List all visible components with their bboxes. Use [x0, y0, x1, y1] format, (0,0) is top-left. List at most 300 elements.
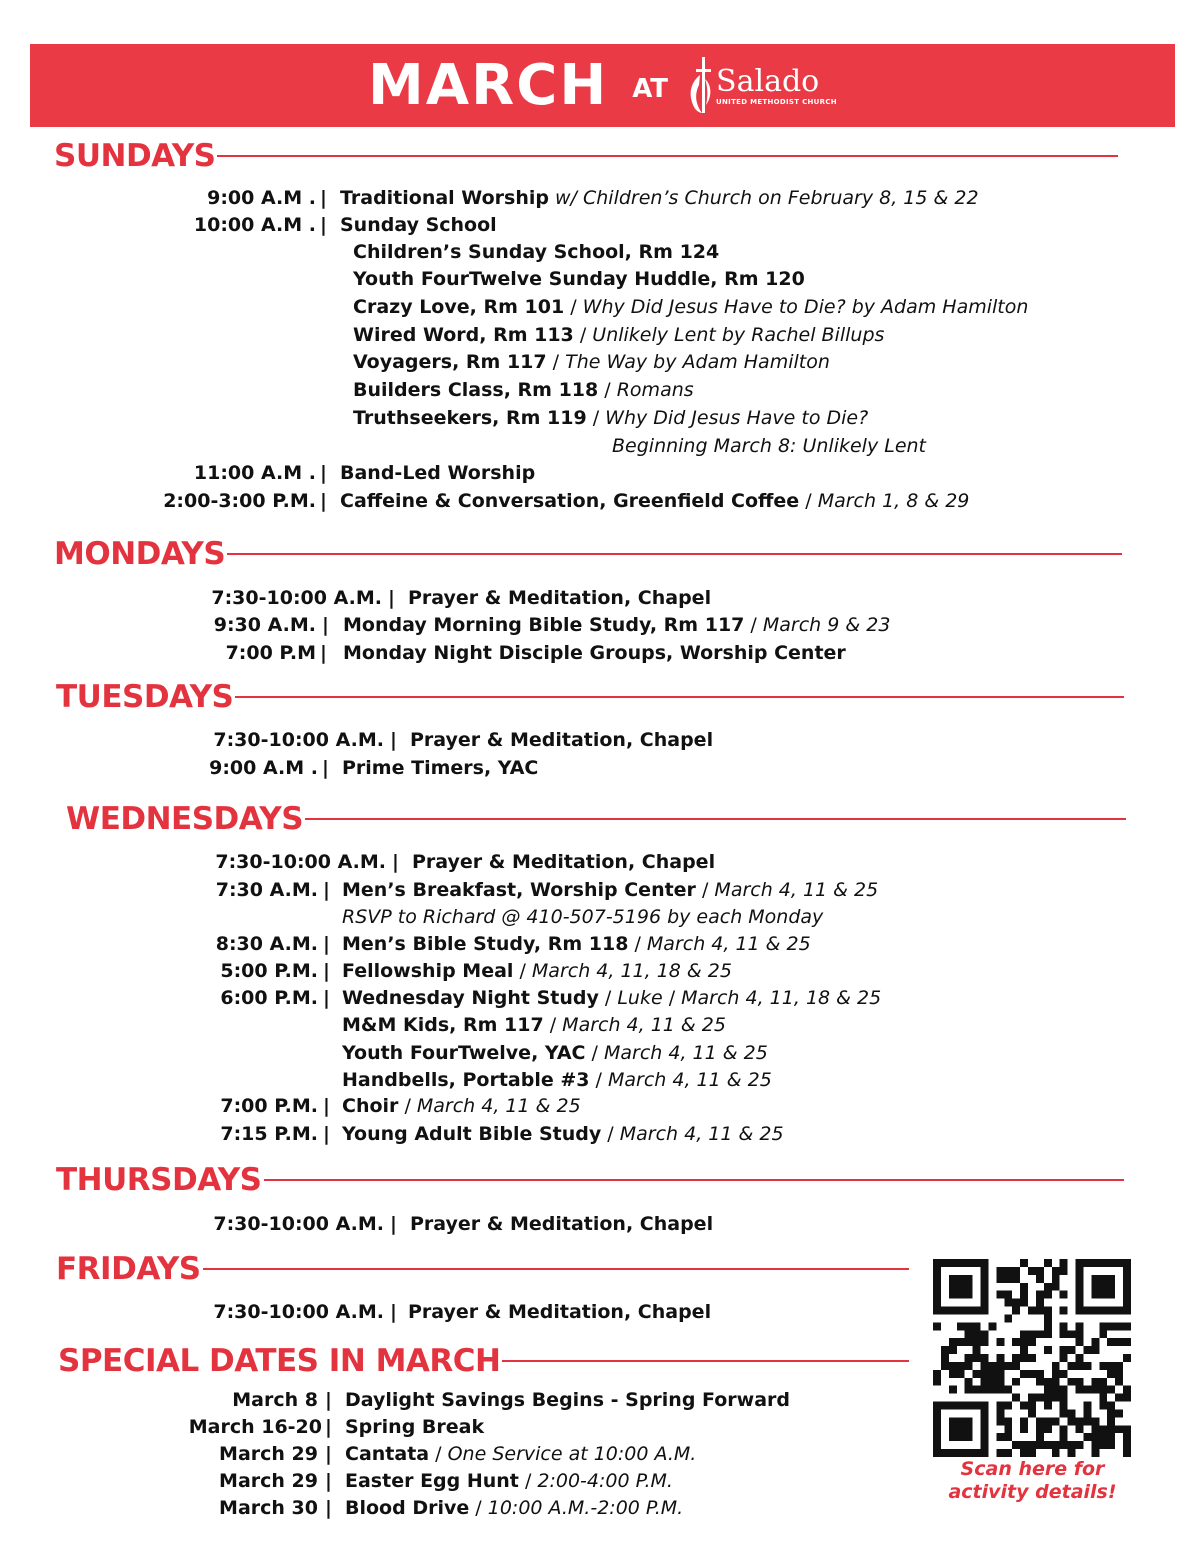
qr-module	[1020, 1425, 1028, 1433]
event: Truthseekers, Rm 119 / Why Did Jesus Have to Die?	[353, 407, 869, 429]
qr-module	[996, 1362, 1004, 1370]
qr-module	[1091, 1346, 1099, 1354]
section-wednesdays	[66, 799, 1126, 839]
separator: |	[325, 1389, 332, 1411]
qr-module	[1107, 1417, 1115, 1425]
qr-module	[1083, 1346, 1091, 1354]
event-name: Prayer & Meditation, Chapel	[410, 1213, 714, 1235]
event-detail: March 4, 11 & 25	[562, 1014, 726, 1036]
qr-module	[965, 1322, 973, 1330]
schedule-row	[0, 212, 1200, 239]
qr-module	[1044, 1314, 1052, 1322]
event-detail: March 4, 11, 18 & 25	[681, 987, 882, 1009]
qr-module	[981, 1354, 989, 1362]
qr-module	[1115, 1362, 1123, 1370]
qr-module	[1044, 1394, 1052, 1402]
qr-module	[1036, 1307, 1044, 1315]
qr-module	[1091, 1449, 1099, 1457]
qr-module	[1083, 1409, 1091, 1417]
separator: |	[323, 879, 330, 901]
event-name: Cantata	[345, 1443, 430, 1465]
qr-module	[1123, 1322, 1131, 1330]
qr-module	[1091, 1425, 1099, 1433]
qr-module	[1044, 1378, 1052, 1386]
event-time: 8:30 A.M.	[215, 933, 318, 955]
event-time: 9:30 A.M.	[213, 614, 316, 636]
qr-module	[965, 1338, 973, 1346]
qr-module	[1091, 1441, 1099, 1449]
qr-module	[981, 1370, 989, 1378]
qr-module	[996, 1386, 1004, 1394]
qr-module	[1083, 1402, 1091, 1410]
qr-module	[1012, 1441, 1020, 1449]
event-detail: March 4, 11 & 25	[416, 1095, 581, 1117]
schedule-row	[0, 585, 1200, 612]
qr-module	[1068, 1441, 1076, 1449]
event: Fellowship Meal / March 4, 11, 18 & 25	[342, 960, 732, 982]
qr-module	[1099, 1362, 1107, 1370]
event-time: 2:00-3:00 P.M.	[163, 490, 316, 512]
qr-module	[941, 1346, 949, 1354]
event-time: 9:00 A.M .	[209, 757, 318, 779]
qr-module	[1107, 1433, 1115, 1441]
qr-module	[957, 1338, 965, 1346]
qr-module	[1060, 1354, 1068, 1362]
qr-module	[1083, 1417, 1091, 1425]
qr-module	[957, 1362, 965, 1370]
event	[340, 460, 535, 487]
qr-module	[1044, 1425, 1052, 1433]
event	[353, 266, 805, 293]
qr-module	[1020, 1330, 1028, 1338]
qr-module	[1115, 1338, 1123, 1346]
qr-module	[1115, 1370, 1123, 1378]
qr-caption-line: activity details!	[948, 1481, 1117, 1503]
qr-module	[1123, 1338, 1131, 1346]
separator: |	[320, 490, 327, 512]
schedule-subrow	[0, 239, 1200, 266]
qr-code[interactable]	[933, 1259, 1131, 1457]
schedule-subrow	[0, 1040, 1200, 1067]
section-rule	[235, 696, 1124, 698]
schedule-note	[0, 904, 1200, 931]
qr-module	[973, 1354, 981, 1362]
qr-module	[988, 1322, 996, 1330]
event-detail: Romans	[616, 379, 694, 401]
event: Wired Word, Rm 113 / Unlikely Lent by Rachel Billups	[353, 324, 885, 346]
qr-module	[1020, 1291, 1028, 1299]
event	[342, 755, 538, 782]
qr-module	[1044, 1307, 1052, 1315]
event-detail: 10:00 A.M.-2:00 P.M.	[487, 1497, 684, 1519]
qr-module	[1060, 1441, 1068, 1449]
qr-module	[1107, 1441, 1115, 1449]
qr-module	[1012, 1354, 1020, 1362]
qr-module	[1004, 1299, 1012, 1307]
qr-caption	[925, 1458, 1140, 1504]
event: Men’s Breakfast, Worship Center / March 4, 11 & 25	[342, 879, 879, 901]
qr-module	[1004, 1275, 1012, 1283]
qr-module	[1020, 1441, 1028, 1449]
qr-module	[1123, 1449, 1131, 1457]
qr-module	[1036, 1370, 1044, 1378]
separator: |	[390, 729, 397, 751]
event-name: Children’s Sunday School, Rm 124	[353, 241, 720, 263]
event	[345, 1387, 790, 1414]
schedule-subrow	[0, 1012, 1200, 1039]
qr-module	[1028, 1449, 1036, 1457]
event-time: 7:30 A.M.	[215, 879, 318, 901]
event-name: Choir	[342, 1095, 399, 1117]
qr-module	[1004, 1291, 1012, 1299]
event-name: Caffeine & Conversation, Greenfield Coffee	[340, 490, 800, 512]
qr-module	[1076, 1354, 1084, 1362]
qr-module	[1060, 1259, 1068, 1267]
event-time: 7:00 P.M.	[220, 1095, 318, 1117]
section-title: SPECIAL DATES IN MARCH	[58, 1343, 501, 1379]
section-sundays	[54, 136, 1118, 176]
event: Cantata / One Service at 10:00 A.M.	[345, 1443, 697, 1465]
section-rule	[305, 818, 1126, 820]
event: Easter Egg Hunt / 2:00-4:00 P.M.	[345, 1470, 673, 1492]
section-title: THURSDAYS	[56, 1162, 262, 1198]
qr-module	[1052, 1394, 1060, 1402]
qr-module	[965, 1362, 973, 1370]
event-time: 5:00 P.M.	[220, 960, 318, 982]
schedule-subrow	[0, 377, 1200, 404]
qr-module	[1052, 1275, 1060, 1283]
qr-module	[1060, 1322, 1068, 1330]
qr-module	[1044, 1346, 1052, 1354]
qr-module	[949, 1338, 957, 1346]
qr-module	[933, 1378, 941, 1386]
qr-module	[1076, 1362, 1084, 1370]
qr-module	[996, 1354, 1004, 1362]
event-time: 7:30-10:00 A.M.	[211, 587, 382, 609]
qr-module	[1004, 1402, 1012, 1410]
event-detail: March 4, 11 & 25	[714, 879, 879, 901]
event-name: M&M Kids, Rm 117	[342, 1014, 544, 1036]
separator: |	[323, 1123, 330, 1145]
qr-module	[1036, 1275, 1044, 1283]
qr-module	[1115, 1425, 1123, 1433]
qr-module	[1083, 1386, 1091, 1394]
event-date: March 16-20	[188, 1416, 322, 1438]
event-name: Spring Break	[345, 1416, 485, 1438]
qr-module	[1099, 1378, 1107, 1386]
qr-module	[1091, 1417, 1099, 1425]
qr-module	[1020, 1354, 1028, 1362]
event-date: March 8	[232, 1389, 318, 1411]
schedule-row	[0, 640, 1200, 667]
schedule-row	[0, 1211, 1200, 1238]
qr-module	[1099, 1322, 1107, 1330]
schedule-row	[0, 488, 1200, 515]
qr-module	[1115, 1378, 1123, 1386]
qr-module	[1012, 1394, 1020, 1402]
qr-module	[1044, 1441, 1052, 1449]
qr-module	[1044, 1322, 1052, 1330]
qr-module	[1052, 1441, 1060, 1449]
event-detail: w/ Children’s Church on February 8, 15 & 22	[555, 187, 979, 209]
qr-module	[1091, 1378, 1099, 1386]
qr-module	[1004, 1425, 1012, 1433]
event-time: 7:30-10:00 A.M.	[215, 851, 386, 873]
qr-module	[965, 1330, 973, 1338]
separator: |	[323, 1095, 330, 1117]
event-name: Young Adult Bible Study	[342, 1123, 602, 1145]
qr-module	[1068, 1449, 1076, 1457]
qr-module	[1028, 1402, 1036, 1410]
qr-module	[1004, 1449, 1012, 1457]
event-date: March 29	[219, 1470, 318, 1492]
qr-module	[1020, 1417, 1028, 1425]
schedule-subrow	[0, 294, 1200, 321]
event-detail: Why Did Jesus Have to Die?	[605, 407, 869, 429]
qr-module	[1020, 1338, 1028, 1346]
qr-module	[996, 1449, 1004, 1457]
qr-module	[1068, 1362, 1076, 1370]
qr-module	[1028, 1441, 1036, 1449]
qr-module	[1076, 1441, 1084, 1449]
qr-module	[1060, 1267, 1068, 1275]
qr-module	[1099, 1330, 1107, 1338]
schedule-note	[0, 433, 1200, 460]
qr-module	[1004, 1386, 1012, 1394]
schedule-row	[0, 849, 1200, 876]
event: M&M Kids, Rm 117 / March 4, 11 & 25	[342, 1014, 726, 1036]
qr-module	[981, 1330, 989, 1338]
qr-module	[1076, 1330, 1084, 1338]
event: Choir / March 4, 11 & 25	[342, 1095, 581, 1117]
event-name: Wednesday Night Study	[342, 987, 599, 1009]
separator: |	[320, 462, 327, 484]
qr-module	[1068, 1346, 1076, 1354]
separator: |	[392, 851, 399, 873]
event	[345, 1414, 484, 1441]
qr-module	[1028, 1370, 1036, 1378]
qr-module	[1107, 1425, 1115, 1433]
church-logo	[686, 55, 837, 117]
qr-module	[1107, 1338, 1115, 1346]
qr-module	[1099, 1433, 1107, 1441]
qr-module	[1123, 1441, 1131, 1449]
church-subtitle: UNITED METHODIST CHURCH	[716, 97, 837, 106]
qr-module	[1036, 1291, 1044, 1299]
schedule-row	[0, 1121, 1200, 1148]
event	[343, 640, 846, 667]
qr-module	[1052, 1378, 1060, 1386]
qr-module	[949, 1362, 957, 1370]
qr-module	[933, 1370, 941, 1378]
schedule-subrow	[0, 349, 1200, 376]
section-title: TUESDAYS	[56, 679, 234, 715]
qr-module	[1107, 1402, 1115, 1410]
event	[353, 239, 719, 266]
qr-module	[1004, 1417, 1012, 1425]
event-name: Blood Drive	[345, 1497, 470, 1519]
event-detail: Beginning March 8: Unlikely Lent	[612, 435, 927, 457]
qr-module	[1123, 1386, 1131, 1394]
qr-module	[1083, 1433, 1091, 1441]
qr-module	[1083, 1362, 1091, 1370]
qr-module	[996, 1417, 1004, 1425]
schedule-row	[0, 931, 1200, 958]
qr-module	[996, 1402, 1004, 1410]
qr-module	[1012, 1299, 1020, 1307]
event-name: Prayer & Meditation, Chapel	[410, 729, 714, 751]
event-name: Easter Egg Hunt	[345, 1470, 519, 1492]
qr-module	[1052, 1449, 1060, 1457]
qr-module	[1012, 1378, 1020, 1386]
qr-module	[988, 1370, 996, 1378]
event-detail: Unlikely Lent by Rachel Billups	[592, 324, 885, 346]
separator: |	[325, 1416, 332, 1438]
event	[340, 212, 497, 239]
qr-module	[1020, 1370, 1028, 1378]
month-title: MARCH	[368, 53, 609, 118]
separator: |	[323, 933, 330, 955]
qr-module	[1052, 1283, 1060, 1291]
qr-module	[1052, 1370, 1060, 1378]
qr-module	[1060, 1425, 1068, 1433]
qr-module	[1020, 1346, 1028, 1354]
qr-module	[1036, 1330, 1044, 1338]
qr-module	[1028, 1267, 1036, 1275]
event-name: Prayer & Meditation, Chapel	[408, 1301, 712, 1323]
qr-module	[1052, 1386, 1060, 1394]
event-detail: Luke	[617, 987, 663, 1009]
separator: |	[320, 642, 327, 664]
qr-module	[1052, 1267, 1060, 1275]
qr-module	[965, 1354, 973, 1362]
qr-module	[941, 1362, 949, 1370]
qr-module	[1099, 1402, 1107, 1410]
qr-module	[973, 1338, 981, 1346]
qr-module	[1060, 1386, 1068, 1394]
event-time: 7:30-10:00 A.M.	[213, 729, 384, 751]
event-name: Sunday School	[340, 214, 497, 236]
qr-module	[996, 1275, 1004, 1283]
event-name: Men’s Breakfast, Worship Center	[342, 879, 696, 901]
qr-module	[1036, 1299, 1044, 1307]
qr-module	[1107, 1322, 1115, 1330]
section-rule	[203, 1268, 909, 1270]
event: Young Adult Bible Study / March 4, 11 & 25	[342, 1123, 784, 1145]
qr-module	[1099, 1425, 1107, 1433]
at-label: AT	[632, 73, 669, 104]
qr-module	[1060, 1291, 1068, 1299]
event-detail: March 4, 11, 18 & 25	[531, 960, 732, 982]
event-name: Prayer & Meditation, Chapel	[412, 851, 716, 873]
qr-module	[996, 1370, 1004, 1378]
qr-module	[1036, 1433, 1044, 1441]
qr-module	[1036, 1425, 1044, 1433]
separator: |	[388, 587, 395, 609]
qr-module	[965, 1386, 973, 1394]
qr-module	[1028, 1409, 1036, 1417]
qr-module	[1036, 1394, 1044, 1402]
qr-module	[1004, 1314, 1012, 1322]
qr-module	[1068, 1378, 1076, 1386]
qr-module	[1028, 1338, 1036, 1346]
qr-module	[1068, 1330, 1076, 1338]
section-title: FRIDAYS	[56, 1251, 201, 1287]
event-detail: March 9 & 23	[762, 614, 891, 636]
section-title: WEDNESDAYS	[66, 801, 304, 837]
qr-module	[1099, 1441, 1107, 1449]
section-special-dates	[58, 1341, 909, 1381]
qr-module	[996, 1291, 1004, 1299]
separator: |	[325, 1497, 332, 1519]
schedule-row	[0, 185, 1200, 212]
schedule-subrow	[0, 266, 1200, 293]
event-time: 10:00 A.M .	[193, 214, 316, 236]
event: Monday Morning Bible Study, Rm 117 / March 9 & 23	[343, 614, 891, 636]
event-detail: One Service at 10:00 A.M.	[447, 1443, 697, 1465]
event-name: Prime Timers, YAC	[342, 757, 539, 779]
qr-caption-line: Scan here for	[960, 1458, 1105, 1480]
qr-module	[1091, 1386, 1099, 1394]
separator: |	[390, 1301, 397, 1323]
qr-module	[1060, 1330, 1068, 1338]
qr-module	[1123, 1394, 1131, 1402]
qr-module	[973, 1346, 981, 1354]
qr-module	[949, 1346, 957, 1354]
qr-module	[1060, 1307, 1068, 1315]
event	[408, 585, 711, 612]
qr-module	[1028, 1307, 1036, 1315]
qr-module	[1091, 1338, 1099, 1346]
event-name: Band-Led Worship	[340, 462, 536, 484]
qr-module	[1060, 1433, 1068, 1441]
schedule-subrow	[0, 322, 1200, 349]
qr-module	[1044, 1330, 1052, 1338]
qr-module	[949, 1370, 957, 1378]
event-name: Handbells, Portable #3	[342, 1069, 590, 1091]
section-rule	[217, 155, 1118, 157]
section-rule	[227, 553, 1122, 555]
schedule-row	[0, 460, 1200, 487]
section-title: SUNDAYS	[54, 138, 216, 174]
event-time: 9:00 A.M .	[207, 187, 316, 209]
separator: |	[322, 614, 329, 636]
separator: |	[320, 214, 327, 236]
qr-module	[965, 1378, 973, 1386]
qr-module	[1044, 1417, 1052, 1425]
qr-module	[1020, 1259, 1028, 1267]
section-rule	[502, 1360, 909, 1362]
event	[408, 1299, 711, 1326]
event-detail: March 1, 8 & 29	[817, 490, 970, 512]
qr-module	[1060, 1346, 1068, 1354]
qr-module	[973, 1322, 981, 1330]
section-fridays	[56, 1249, 909, 1289]
qr-module	[1099, 1386, 1107, 1394]
section-rule	[264, 1179, 1125, 1181]
qr-module	[1060, 1402, 1068, 1410]
event	[412, 849, 715, 876]
event-detail: RSVP to Richard @ 410-507-5196 by each Monday	[342, 906, 824, 928]
event: Voyagers, Rm 117 / The Way by Adam Hamilton	[353, 351, 830, 373]
event: Men’s Bible Study, Rm 118 / March 4, 11 & 25	[342, 933, 811, 955]
event: Crazy Love, Rm 101 / Why Did Jesus Have to Die? by Adam Hamilton	[353, 296, 1029, 318]
qr-module	[996, 1433, 1004, 1441]
separator: |	[323, 987, 330, 1009]
qr-module	[957, 1370, 965, 1378]
qr-module	[1123, 1425, 1131, 1433]
qr-module	[1099, 1394, 1107, 1402]
